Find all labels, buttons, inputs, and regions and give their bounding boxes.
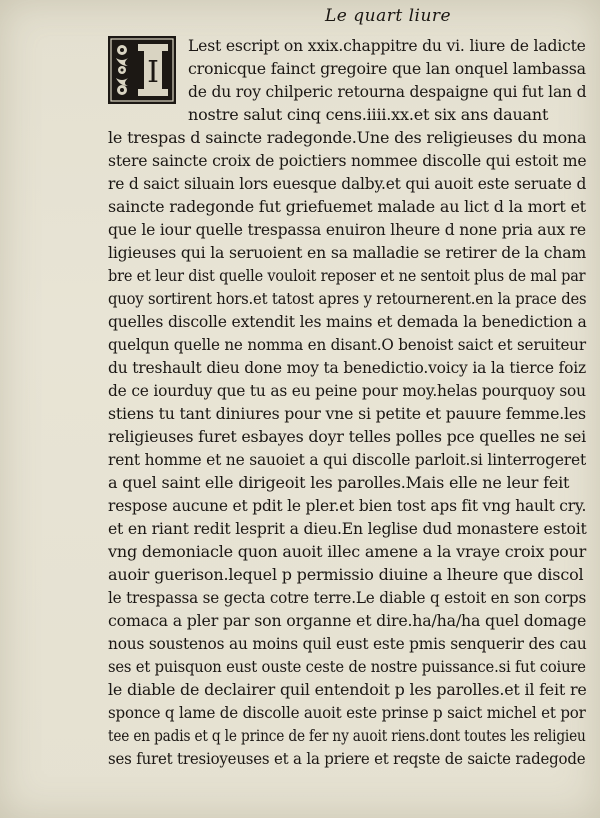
text-line: stiens tu tant diniures pour vne si petite et pauure femme.les (108, 404, 586, 423)
text-line: ses et puisquon eust ouste ceste de nostre puissance.si fut coiure (108, 657, 586, 676)
text-line: quoy sortirent hors.et tatost apres y retournerent.en la prace des (108, 289, 587, 308)
text-line: re d saict siluain lors euesque dalby.et qui auoit este seruate d (108, 174, 587, 193)
text-line: de du roy chilperic retourna despaigne qui fut lan d (188, 82, 587, 101)
text-line: le trespas d saincte radegonde.Une des religieuses du mona (108, 128, 587, 147)
text-line: respose aucune et pdit le pler.et bien tost aps fit vng hault cry. (108, 496, 587, 515)
text-line: stere saincte croix de poictiers nommee discolle qui estoit me (108, 151, 587, 170)
text-line: rent homme et ne sauoiet a qui discolle parloit.si linterrogeret (108, 450, 586, 469)
text-line: nous soustenos au moins quil eust este pmis senquerir des cau (108, 634, 587, 653)
text-line: sponce q lame de discolle auoit este prinse p saict michel et por (108, 703, 586, 722)
text-line: auoir guerison.lequel p permissio diuine a lheure que discol (108, 565, 584, 584)
text-line: ses furet tresioyeuses et a la priere et reqste de saicte radegode (108, 749, 586, 768)
decorated-initial-letter (108, 36, 176, 104)
text-line: comaca a pler par son organne et dire.ha/ha/ha quel domage (108, 611, 587, 630)
running-header: Le quart liure (325, 6, 452, 26)
text-line: et en riant redit lesprit a dieu.En leglise dud monastere estoit (108, 519, 587, 538)
text-line: saincte radegonde fut griefuemet malade au lict d la mort et (108, 197, 586, 216)
initial-letter-glyph: I (147, 55, 159, 90)
text-line: quelqun quelle ne nomma en disant.O benoist saict et seruiteur (108, 335, 586, 354)
text-line: tee en padis et q le prince de fer ny auoit riens.dont toutes les religieu (108, 726, 586, 745)
text-line: quelles discolle extendit les mains et demada la benediction a (108, 312, 587, 331)
text-line: vng demoniacle quon auoit illec amene a la vraye croix pour (108, 542, 587, 561)
text-line: que le iour quelle trespassa enuiron lheure d none pria aux re (108, 220, 586, 239)
text-line: cronicque fainct gregoire que lan onquel lambassa (188, 59, 586, 78)
text-line: religieuses furet esbayes doyr telles polles pce quelles ne sei (108, 427, 587, 446)
text-line: le trespassa se gecta cotre terre.Le diable q estoit en son corps (108, 588, 587, 607)
text-line: le diable de declairer quil entendoit p les parolles.et il feit re (108, 680, 587, 699)
text-line: bre et leur dist quelle vouloit reposer et ne sentoit plus de mal par (108, 266, 586, 285)
text-line: nostre salut cinq cens.iiii.xx.et six ans dauant (188, 105, 549, 124)
text-line: du treshault dieu done moy ta benedictio.voicy ia la tierce foiz (108, 358, 586, 377)
text-line: Lest escript on xxix.chappitre du vi. liure de ladicte (188, 36, 586, 55)
text-line: de ce iourduy que tu as eu peine pour moy.helas pourquoy sou (108, 381, 586, 400)
text-line: ligieuses qui la seruoient en sa malladie se retirer de la cham (108, 243, 587, 262)
text-line: a quel saint elle dirigeoit les parolles.Mais elle ne leur feit (108, 473, 570, 492)
